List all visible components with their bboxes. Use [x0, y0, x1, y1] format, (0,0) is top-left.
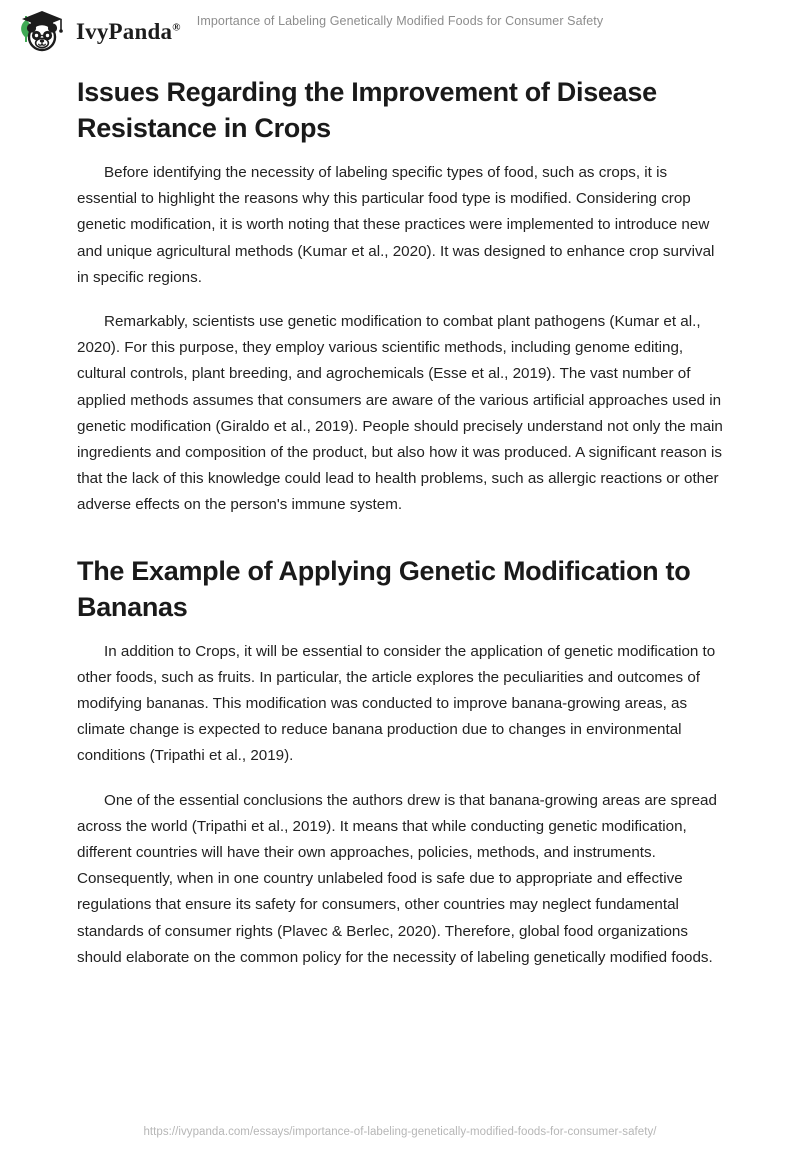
paragraph-1-1: Before identifying the necessity of labeling specific types of food, such as crops, it is essential to highlight the reasons why this particular food type is modified. Considering crop genetic modification, it is worth noting that these practices were implemented to introduce new and unique agricultural methods (Kumar et al., 2020). It was designed to enhance crop survival in specific regions.	[77, 164, 715, 286]
registered-trademark-icon: ®	[172, 20, 181, 33]
paragraph-2-2: One of the essential conclusions the authors drew is that banana-growing areas are spread across the world (Tripathi et al., 2019). It means that while conducting genetic modification, different countries will have their own approaches, policies, methods, and instruments. Consequently, when in one country unlabeled food is safe due to appropriate and effective regulations that ensure its safety for consumers, other countries may neglect fundamental standards of consumer rights (Plavec & Berlec, 2020). Therefore, global food organizations should elaborate on the common policy for the necessity of labeling genetically modified foods.	[77, 791, 717, 966]
document-content	[77, 74, 723, 971]
section-heading-1: Issues Regarding the Improvement of Disease Resistance in Crops	[77, 77, 657, 143]
brand-name-text: IvyPanda	[76, 18, 173, 44]
page-header	[0, 0, 800, 56]
document-running-title: Importance of Labeling Genetically Modified Foods for Consumer Safety	[196, 14, 604, 28]
source-url-link[interactable]: https://ivypanda.com/essays/importance-of-labeling-genetically-modified-foods-for-consumer-safety/	[143, 1126, 657, 1138]
section-heading-2: The Example of Applying Genetic Modification to Bananas	[77, 555, 691, 622]
paragraph-1-2: Remarkably, scientists use genetic modification to combat plant pathogens (Kumar et al., 2020). For this purpose, they employ various scientific methods, including genome editing, cultural controls, plant breeding, and agrochemicals (Esse et al., 2019). The vast number of applied methods assumes that consumers are aware of the various artificial approaches used in genetic modification (Giraldo et al., 2019). People should precisely understand not only the main ingredients and composition of the product, but also how it was produced. A significant reason is that the lack of this knowledge could lead to health problems, such as allergic reactions or other adverse effects on the person's immune system.	[77, 313, 723, 514]
paragraph-2-1: In addition to Crops, it will be essential to consider the application of genetic modification to other foods, such as fruits. In particular, the article explores the peculiarities and outcomes of modifying bananas. This modification was conducted to improve banana-growing areas, as climate change is expected to reduce banana production due to changes in environmental conditions (Tripathi et al., 2019).	[77, 642, 716, 765]
page-footer	[0, 1126, 800, 1138]
